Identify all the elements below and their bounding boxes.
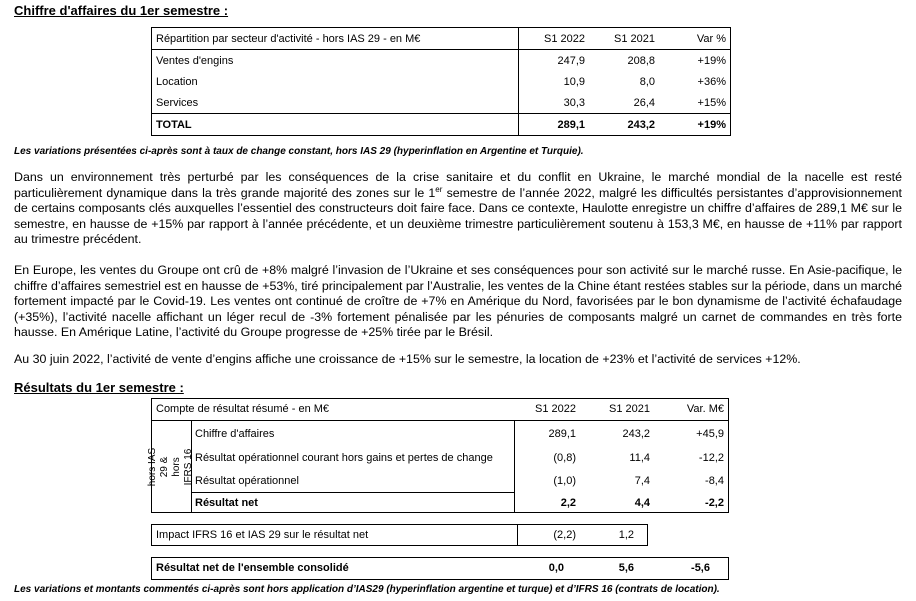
revenue-header-label: Répartition par secteur d'activité - hors IAS 29 - en M€ xyxy=(152,28,519,50)
row-value: 247,9 xyxy=(557,54,585,67)
row-value: +45,9 xyxy=(696,428,724,440)
row-value: 10,9 xyxy=(563,75,585,88)
vertical-label: hors IAS 29 & hors IFRS 16 xyxy=(147,447,194,486)
row-value: 11,4 xyxy=(629,452,650,464)
table-row xyxy=(152,92,731,114)
revenue-note: Les variations présentées ci-après sont à taux de change constant, hors IAS 29 (hyperinflation en Argentine et Turquie). xyxy=(14,146,584,157)
total-label: TOTAL xyxy=(152,114,519,136)
paragraph-activity: Au 30 juin 2022, l’activité de vente d’engins affiche une croissance de +15% sur le semestre, la location de +23% et l’activité de services +12%. xyxy=(14,352,801,366)
results-note: Les variations et montants commentés ci-après sont hors application d’IAS29 (hyperinflation argentine et turque) et d’IFRS 16 (contrats de location). xyxy=(14,584,720,595)
revenue-header-s1-2022: S1 2022 xyxy=(544,32,585,45)
row-label: Résultat net xyxy=(195,497,258,509)
total-value: 289,1 xyxy=(557,118,585,131)
impact-value: 1,2 xyxy=(618,529,634,541)
vertical-label-cell xyxy=(147,420,194,513)
table-row xyxy=(152,50,731,72)
revenue-header-s1-2021: S1 2021 xyxy=(614,32,655,45)
revenue-header-var: Var % xyxy=(696,32,726,45)
consolidated-value: -5,6 xyxy=(691,562,710,574)
row-value: -12,2 xyxy=(698,452,724,464)
paragraph-text: semestre de l’année 2022, malgré les difficultés persistantes d’approvisionnement de certains composants clés auxquelles l’essentiel des constructeurs doit faire face. Dans ce contexte, Haulotte enregistre un chiffre d’affaires de 289,1 M€ sur le semestre, en hausse de +15% par rapport à l’année précédente, et un deuxième trimestre particulièrement soutenu à 153,3 M€, en hausse de +11% par rapport au trimestre précédent. xyxy=(14,185,902,246)
row-value: +19% xyxy=(697,54,726,67)
consolidated-label: Résultat net de l'ensemble consolidé xyxy=(156,562,349,574)
paragraph-regions: En Europe, les ventes du Groupe ont crû de +8% malgré l’invasion de l’Ukraine et ses conséquences pour son activité sur le marché russe. En Asie-pacifique, le chiffre d’affaires semestriel est en hausse de +53%, tiré principalement par l’Australie, les ventes de la Chine étant restées stables sur la période, dans un marché fortement impacté par le Covid-19. Les ventes ont continué de croître de +7% en Amérique du Nord, favorisées par le bon dynamisme de l’activité échafaudage (+35%), l’activité nacelle affichant un léger recul de -3% fortement pénalisée par les pénuries de composants malgré un carnet de commandes en très forte hausse. En Amérique Latine, l’activité du Groupe progresse de +25% tirée par le Brésil. xyxy=(14,263,902,339)
section-title-results: Résultats du 1er semestre : xyxy=(14,380,184,395)
consolidated-value: 0,0 xyxy=(548,562,564,574)
row-value: 289,1 xyxy=(548,428,576,440)
row-value: 208,8 xyxy=(627,54,655,67)
row-value: 26,4 xyxy=(633,96,655,109)
row-label: Ventes d'engins xyxy=(152,50,519,72)
row-value: +15% xyxy=(697,96,726,109)
row-label: Chiffre d'affaires xyxy=(195,428,275,440)
table-row xyxy=(152,71,731,92)
paragraph-market xyxy=(14,170,902,248)
total-value: 243,2 xyxy=(627,118,655,131)
impact-label: Impact IFRS 16 et IAS 29 sur le résultat net xyxy=(156,529,369,541)
row-value: 4,4 xyxy=(634,497,650,509)
total-row xyxy=(152,114,731,136)
row-label: Résultat opérationnel xyxy=(195,475,299,487)
row-value: (1,0) xyxy=(553,475,576,487)
row-label: Services xyxy=(152,92,519,114)
row-value: 7,4 xyxy=(634,475,650,487)
total-value: +19% xyxy=(697,118,726,131)
results-header-s1-2022: S1 2022 xyxy=(535,403,576,415)
row-value: -8,4 xyxy=(705,475,724,487)
row-value: (0,8) xyxy=(553,452,576,464)
section-title-revenue: Chiffre d'affaires du 1er semestre : xyxy=(14,3,229,18)
results-header-s1-2021: S1 2021 xyxy=(609,403,650,415)
row-value: 2,2 xyxy=(560,497,576,509)
paragraph-text: Dans un environnement très perturbé par les conséquences de la crise sanitaire et du conflit en Ukraine, le marché mondial de la nacelle est resté particulièrement dynamique dans la très grande majorité des zones sur le 1 xyxy=(14,170,902,200)
row-value: 30,3 xyxy=(563,96,585,109)
row-value: 8,0 xyxy=(639,75,655,88)
results-header-label: Compte de résultat résumé - en M€ xyxy=(156,403,330,415)
row-label: Location xyxy=(152,71,519,92)
consolidated-value: 5,6 xyxy=(618,562,634,574)
impact-value: (2,2) xyxy=(553,529,576,541)
revenue-table xyxy=(151,27,731,136)
results-header-var: Var. M€ xyxy=(686,403,724,415)
row-label: Résultat opérationnel courant hors gains et pertes de change xyxy=(195,452,493,464)
row-value: -2,2 xyxy=(705,497,724,509)
row-value: +36% xyxy=(697,75,726,88)
superscript: er xyxy=(435,184,443,194)
row-value: 243,2 xyxy=(622,428,650,440)
